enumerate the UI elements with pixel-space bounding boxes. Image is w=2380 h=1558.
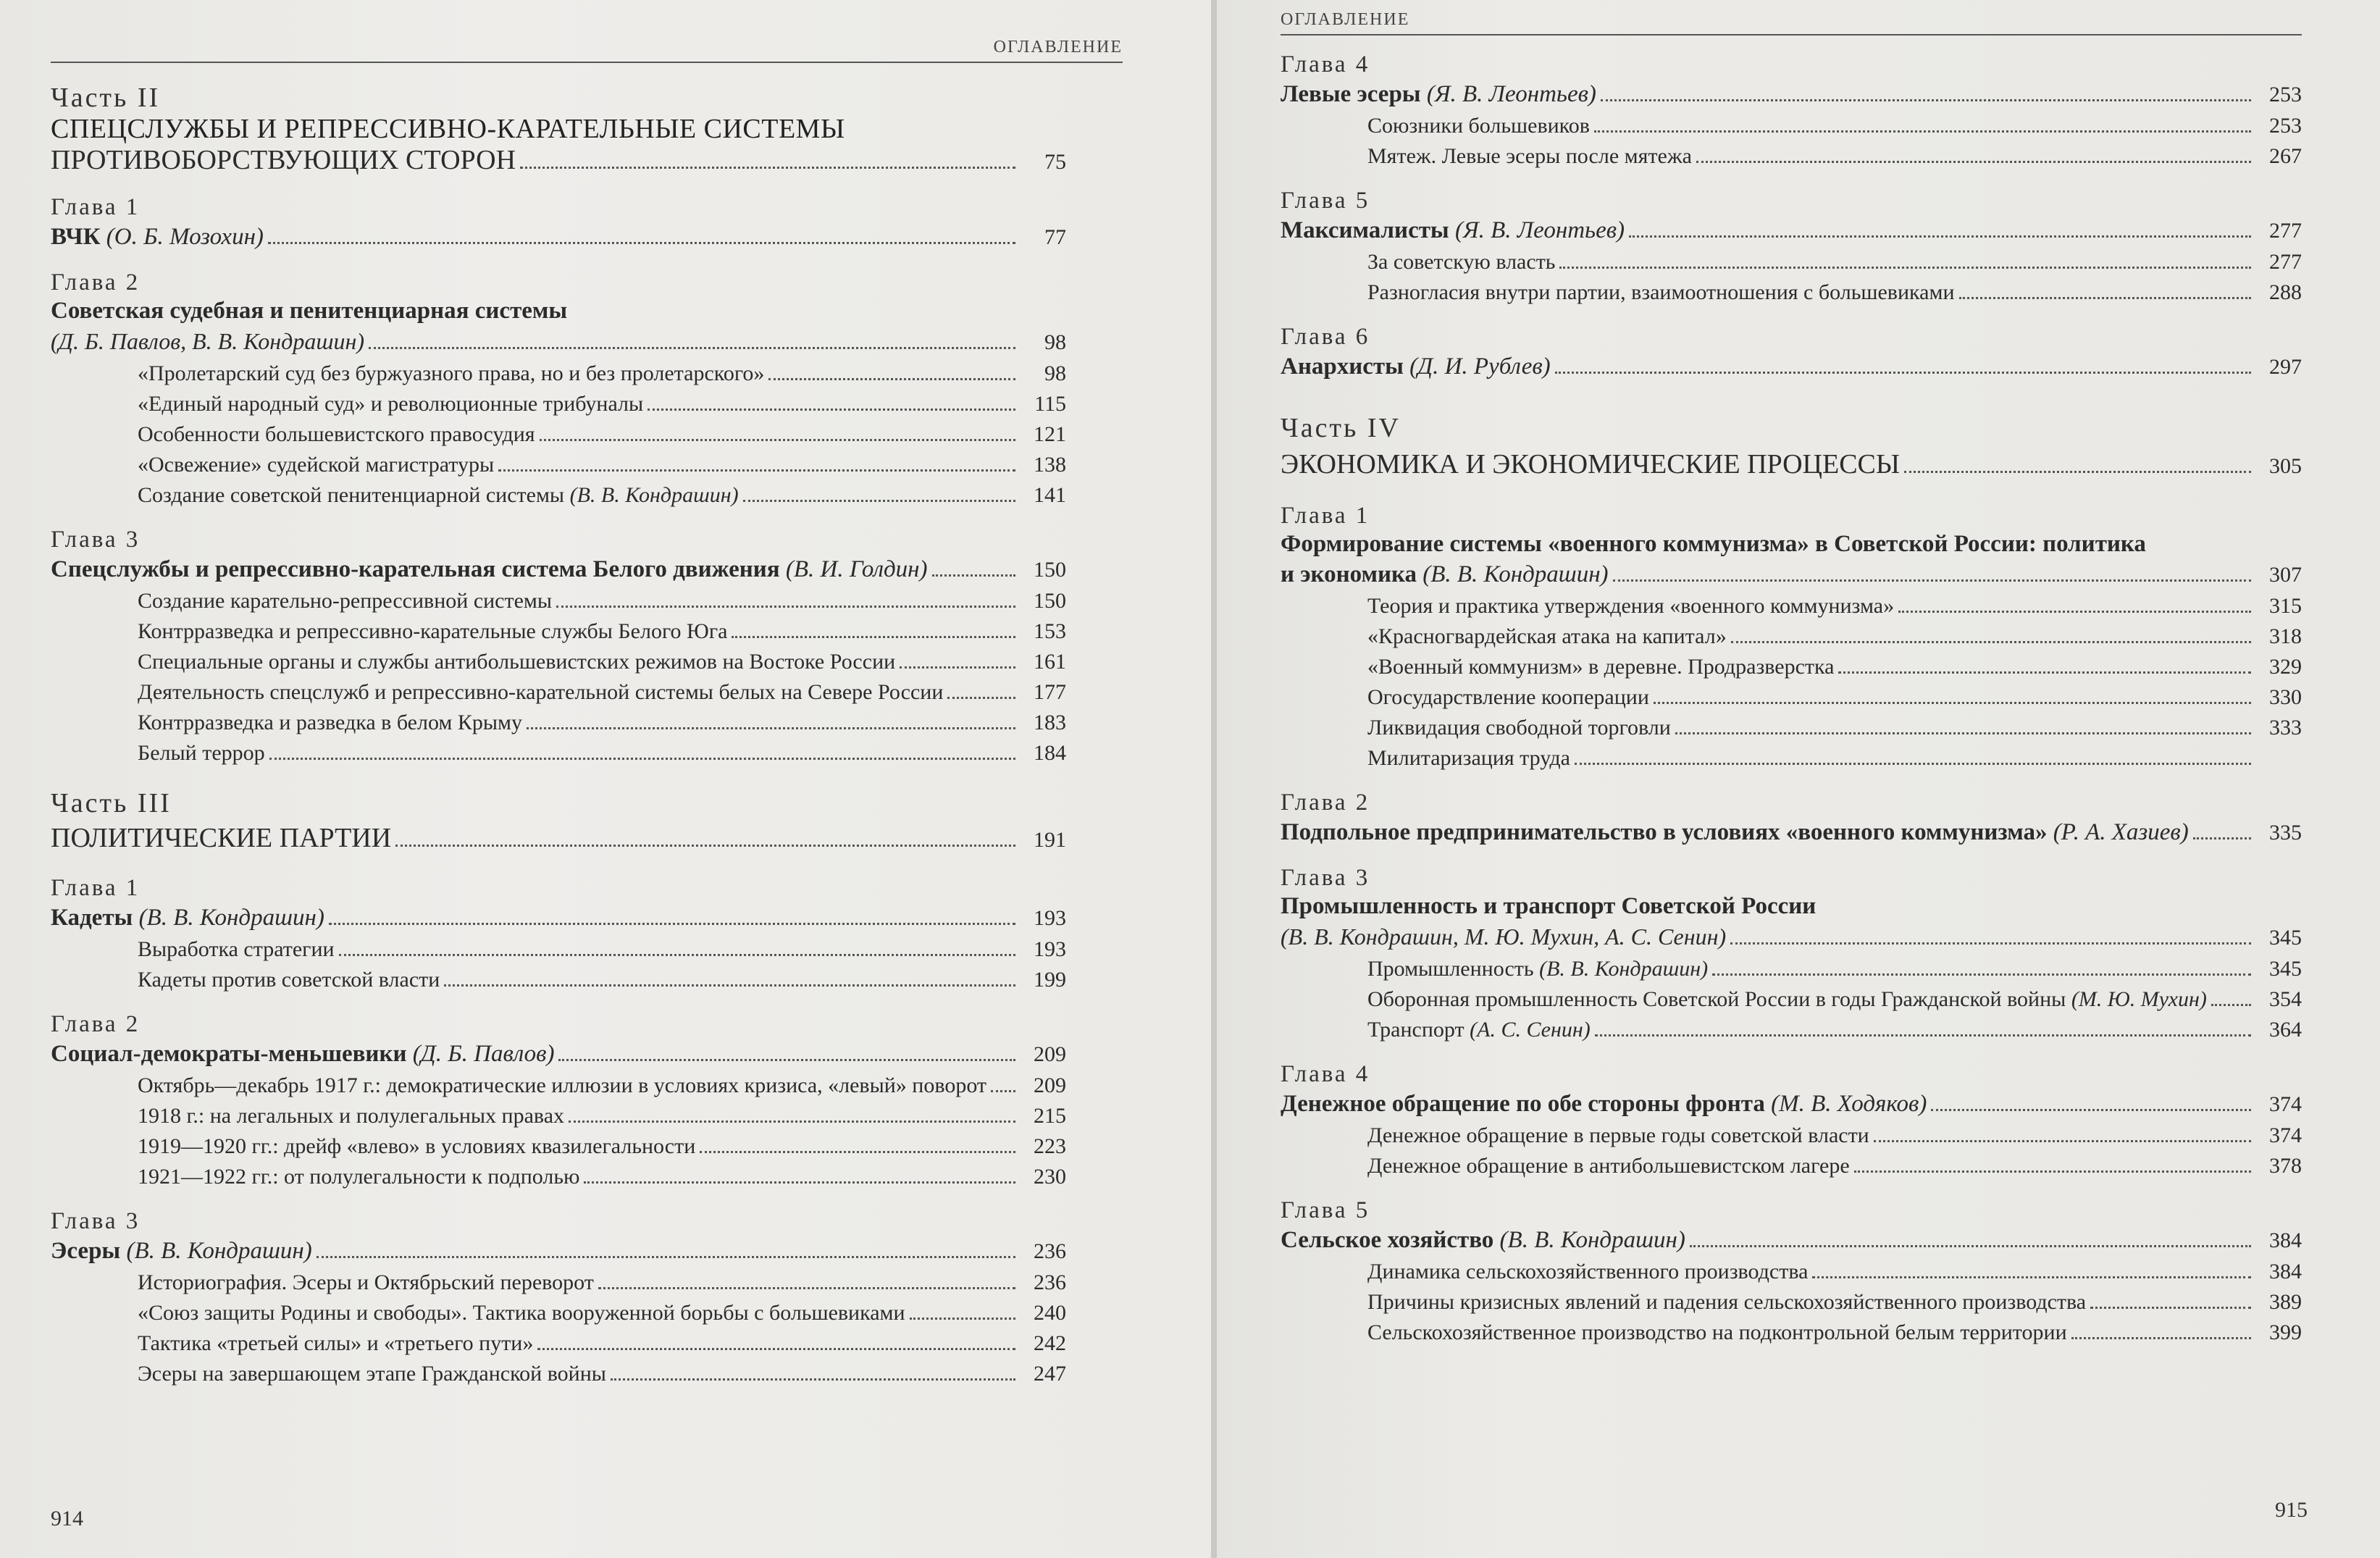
chapter-label: Глава 3 (51, 1208, 141, 1234)
toc-left (51, 82, 1066, 1389)
part-title: СПЕЦСЛУЖБЫ И РЕПРЕССИВНО-КАРАТЕЛЬНЫЕ СИСТЕМЫ (51, 114, 845, 144)
toc-subentry: 1919—1920 гг.: дрейф «влево» в условиях квазилегальности 223 (138, 1134, 1066, 1158)
toc-subentry: Огосударствление кооперации 330 (1367, 685, 2302, 709)
toc-entry: Эсеры (В. В. Кондрашин) 236 (51, 1238, 1066, 1264)
running-head: ОГЛАВЛЕНИЕ (1281, 10, 2302, 35)
toc-entry: (Д. Б. Павлов, В. В. Кондрашин) 98 (51, 328, 1066, 354)
chapter-label: Глава 5 (1281, 188, 1370, 214)
toc-entry: ПОЛИТИЧЕСКИЕ ПАРТИИ 191 (51, 823, 1066, 853)
page-number: 914 (51, 1507, 83, 1530)
toc-subentry: «Союз защиты Родины и свободы». Тактика вооруженной борьбы с большевиками 240 (138, 1301, 1066, 1325)
toc-subentry: Милитаризация труда (1281, 743, 2302, 774)
toc-entry: Социал-демократы-меньшевики (Д. Б. Павлов) 209 (51, 1041, 1066, 1067)
toc-subentry: Денежное обращение в первые годы советской власти 374 (1367, 1123, 2302, 1147)
toc-subentry: Оборонная промышленность Советской России в годы Гражданской войны (М. Ю. Мухин) 354 (1367, 987, 2302, 1011)
toc-subentry: «Пролетарский суд без буржуазного права, но и без пролетарского» 98 (138, 361, 1066, 385)
toc-subentry: Союзники большевиков 253 (1367, 114, 2302, 138)
toc-subentry: Создание советской пенитенциарной системы (В. В. Кондрашин) 141 (138, 483, 1066, 507)
book-gutter (1211, 0, 1217, 1558)
running-head: ОГЛАВЛЕНИЕ (51, 38, 1123, 63)
toc-subentry: «Освежение» судейской магистратуры 138 (138, 453, 1066, 477)
toc-subentry: Выработка стратегии 193 (138, 937, 1066, 961)
toc-subentry: Денежное обращение в антибольшевистском лагере 378 (1367, 1154, 2302, 1178)
toc-entry: Промышленность и транспорт Советской России (1281, 893, 1817, 919)
chapter-label: Глава 5 (1281, 1197, 1370, 1223)
toc-entry: и экономика (В. В. Кондрашин) 307 (1281, 561, 2302, 587)
toc-entry: Анархисты (Д. И. Рублев) 297 (1281, 353, 2302, 380)
toc-entry: Денежное обращение по обе стороны фронта (М. В. Ходяков) 374 (1281, 1091, 2302, 1117)
chapter-label: Глава 2 (51, 269, 141, 296)
part-label: Часть IV (1281, 413, 1401, 443)
chapter-label: Глава 1 (51, 875, 141, 901)
toc-subentry: Деятельность спецслужб и репрессивно-карательной системы белых на Севере России 177 (138, 680, 1066, 704)
toc-entry: Подпольное предпринимательство в условиях «военного коммунизма» (Р. А. Хазиев) 335 (1281, 819, 2302, 845)
part-label: Часть II (51, 83, 161, 113)
toc-entry: ЭКОНОМИКА И ЭКОНОМИЧЕСКИЕ ПРОЦЕССЫ 305 (1281, 449, 2302, 479)
chapter-label: Глава 1 (51, 194, 141, 220)
toc-subentry: Динамика сельскохозяйственного производства 384 (1367, 1260, 2302, 1283)
toc-subentry: Теория и практика утверждения «военного коммунизма» 315 (1367, 594, 2302, 618)
chapter-label: Глава 6 (1281, 324, 1370, 350)
toc-entry: Советская судебная и пенитенциарная системы (51, 298, 568, 324)
toc-subentry: Причины кризисных явлений и падения сельскохозяйственного производства 389 (1367, 1290, 2302, 1314)
toc-entry: ВЧК (О. Б. Мозохин) 77 (51, 224, 1066, 250)
right-page (1217, 0, 2380, 1558)
chapter-label: Глава 4 (1281, 51, 1370, 78)
toc-subentry: Транспорт (А. С. Сенин) 364 (1367, 1018, 2302, 1042)
page-number: 915 (2275, 1498, 2308, 1522)
chapter-label: Глава 1 (1281, 503, 1370, 529)
toc-subentry: Разногласия внутри партии, взаимоотношения с большевиками 288 (1367, 280, 2302, 304)
chapter-label: Глава 2 (51, 1011, 141, 1037)
toc-subentry: Сельскохозяйственное производство на подконтрольной белым территории 399 (1367, 1320, 2302, 1344)
toc-subentry: «Единый народный суд» и революционные трибуналы 115 (138, 392, 1066, 416)
toc-subentry: Октябрь—декабрь 1917 г.: демократические иллюзии в условиях кризиса, «левый» поворот 209 (138, 1073, 1066, 1097)
toc-entry: (В. В. Кондрашин, М. Ю. Мухин, А. С. Сенин) 345 (1281, 924, 2302, 950)
part-label: Часть III (51, 788, 172, 818)
toc-subentry: Контрразведка и репрессивно-карательные службы Белого Юга 153 (138, 619, 1066, 643)
chapter-label: Глава 2 (1281, 790, 1370, 816)
toc-subentry: «Военный коммунизм» в деревне. Продразверстка 329 (1367, 655, 2302, 679)
toc-subentry: 1918 г.: на легальных и полулегальных правах 215 (138, 1104, 1066, 1128)
toc-entry: Сельское хозяйство (В. В. Кондрашин) 384 (1281, 1227, 2302, 1253)
toc-entry: Левые эсеры (Я. В. Леонтьев) 253 (1281, 81, 2302, 107)
toc-subentry: За советскую власть 277 (1367, 250, 2302, 274)
chapter-label: Глава 3 (1281, 865, 1370, 891)
toc-subentry: Ликвидация свободной торговли 333 (1367, 716, 2302, 740)
toc-subentry: Контрразведка и разведка в белом Крыму 183 (138, 711, 1066, 734)
chapter-label: Глава 4 (1281, 1061, 1370, 1087)
toc-subentry: Создание карательно-репрессивной системы 150 (138, 589, 1066, 613)
toc-entry: ПРОТИВОБОРСТВУЮЩИХ СТОРОН 75 (51, 145, 1066, 175)
toc-subentry: Специальные органы и службы антибольшевистских режимов на Востоке России 161 (138, 650, 1066, 674)
toc-entry: Кадеты (В. В. Кондрашин) 193 (51, 905, 1066, 931)
toc-subentry: Белый террор 184 (138, 741, 1066, 765)
toc-subentry: Тактика «третьей силы» и «третьего пути» 242 (138, 1331, 1066, 1355)
toc-subentry: Эсеры на завершающем этапе Гражданской войны 247 (138, 1362, 1066, 1386)
toc-subentry: Мятеж. Левые эсеры после мятежа 267 (1367, 144, 2302, 168)
toc-entry: Максималисты (Я. В. Леонтьев) 277 (1281, 217, 2302, 243)
toc-subentry: Особенности большевистского правосудия 121 (138, 422, 1066, 446)
toc-subentry: Кадеты против советской власти 199 (138, 968, 1066, 992)
chapter-label: Глава 3 (51, 527, 141, 553)
toc-subentry: Историография. Эсеры и Октябрьский переворот 236 (138, 1270, 1066, 1294)
toc-subentry: «Красногвардейская атака на капитал» 318 (1367, 624, 2302, 648)
toc-entry: Формирование системы «военного коммунизма» в Советской России: политика (1281, 531, 2146, 557)
toc-entry: Спецслужбы и репрессивно-карательная система Белого движения (В. И. Голдин) 150 (51, 556, 1066, 582)
toc-subentry: 1921—1922 гг.: от полулегальности к подполью 230 (138, 1165, 1066, 1189)
toc-subentry: Промышленность (В. В. Кондрашин) 345 (1367, 957, 2302, 981)
toc-right (1281, 51, 2302, 1348)
